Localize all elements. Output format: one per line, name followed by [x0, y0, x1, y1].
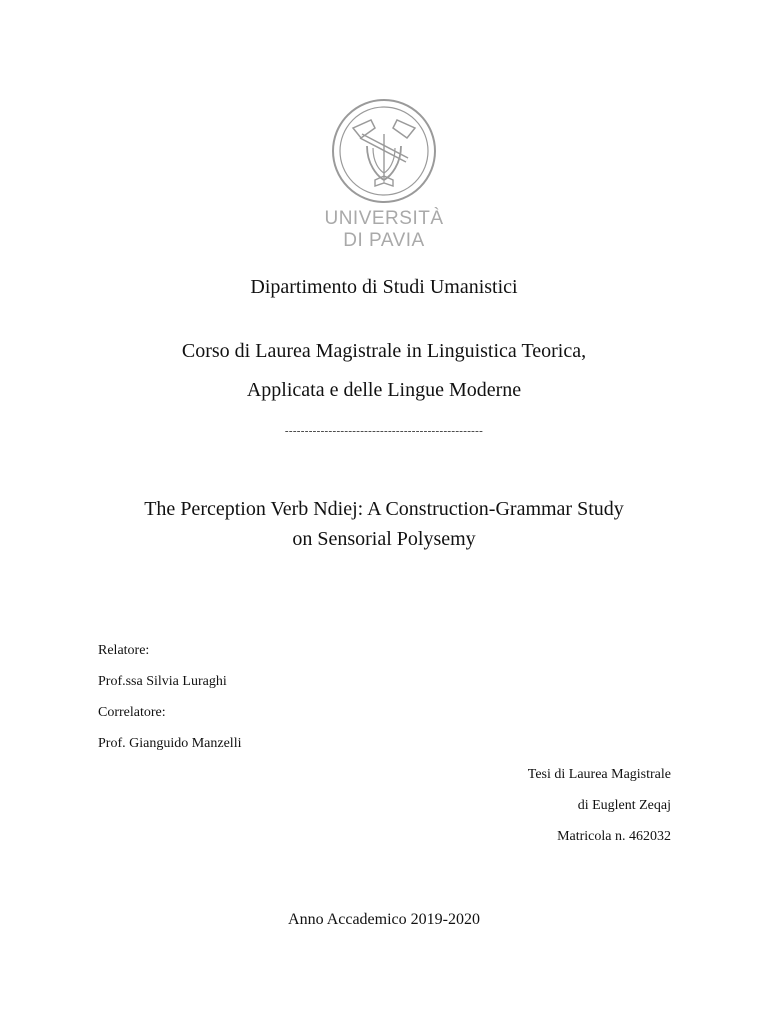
student-matricola: Matricola n. 462032 [557, 829, 671, 844]
thesis-title-line-2: on Sensorial Polysemy [292, 528, 476, 550]
separator-line: -------------------------------------------------- [284, 425, 484, 437]
department-name: Dipartimento di Studi Umanistici [250, 276, 518, 298]
university-seal-icon [331, 98, 437, 204]
logo-text-line-2: DI PAVIA [343, 230, 425, 251]
thesis-type: Tesi di Laurea Magistrale [527, 767, 671, 782]
correlatore-name: Prof. Gianguido Manzelli [98, 736, 242, 751]
logo-text-line-1: UNIVERSITÀ [324, 208, 444, 229]
relatore-name: Prof.ssa Silvia Luraghi [98, 674, 227, 689]
thesis-title-line-1: The Perception Verb Ndiej: A Construction-Grammar Study [144, 498, 624, 520]
academic-year: Anno Accademico 2019-2020 [288, 911, 480, 928]
course-line-1: Corso di Laurea Magistrale in Linguistica Teorica, [181, 340, 587, 362]
relatore-label: Relatore: [98, 643, 150, 658]
course-line-2: Applicata e delle Lingue Moderne [246, 379, 522, 401]
correlatore-label: Correlatore: [98, 705, 166, 720]
thesis-author: di Euglent Zeqaj [577, 798, 671, 813]
university-logo [318, 95, 450, 260]
